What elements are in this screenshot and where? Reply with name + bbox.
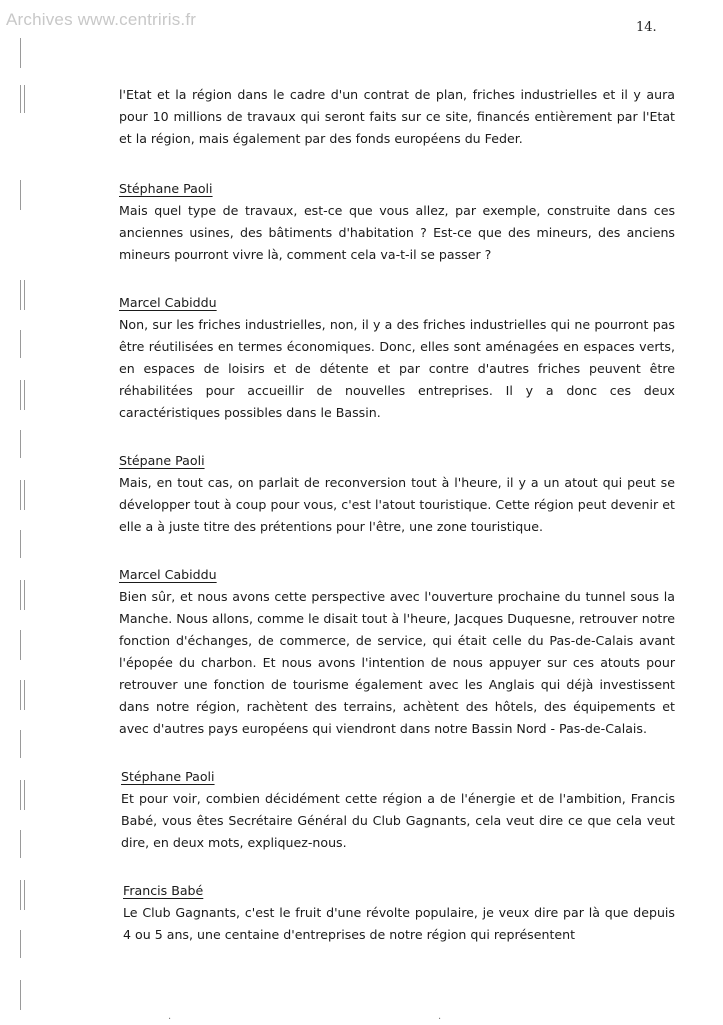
margin-mark xyxy=(24,680,25,710)
speaker-name: Stéphane Paoli xyxy=(121,769,215,784)
intro-paragraph: l'Etat et la région dans le cadre d'un contrat de plan, friches industrielles et il y aura pour 10 millions de travaux qui seront faits sur ce site, financés entièrement par l'Etat et la région, mais également par des fonds européens du Feder. xyxy=(119,87,675,146)
margin-binding-marks xyxy=(18,30,40,1024)
page-number: 14. xyxy=(636,20,657,35)
margin-mark xyxy=(20,730,21,758)
margin-mark xyxy=(24,85,25,113)
exchange-block xyxy=(119,178,675,266)
speaker-name: Stéphane Paoli xyxy=(119,181,213,196)
speaker-name: Marcel Cabiddu xyxy=(119,567,217,582)
speech-text: Mais quel type de travaux, est-ce que vous allez, par exemple, construite dans ces anciennes usines, des bâtiments d'habitation ? Est-ce que des mineurs, des anciens mineurs pourront vivre là, comment cela va-t-il se passer ? xyxy=(119,203,675,262)
margin-mark xyxy=(20,630,21,660)
margin-mark xyxy=(20,280,21,310)
margin-mark xyxy=(24,380,25,410)
margin-mark xyxy=(20,38,21,68)
exchange-block xyxy=(119,450,675,538)
exchange-block xyxy=(119,766,675,854)
speaker-name: Stépane Paoli xyxy=(119,453,205,468)
margin-mark xyxy=(20,85,21,113)
speech-text: Le Club Gagnants, c'est le fruit d'une révolte populaire, je veux dire par là que depuis 4 ou 5 ans, une centaine d'entreprises de notre région qui représentent xyxy=(123,905,675,942)
speaker-name: Marcel Cabiddu xyxy=(119,295,217,310)
margin-mark xyxy=(20,480,21,510)
document-body xyxy=(119,84,675,972)
margin-mark xyxy=(20,930,21,958)
margin-mark xyxy=(20,580,21,610)
margin-mark xyxy=(24,880,25,910)
scan-speck: · xyxy=(438,1014,442,1025)
margin-mark xyxy=(20,330,21,358)
scan-speck: · xyxy=(168,1014,172,1025)
speech-text: Mais, en tout cas, on parlait de reconversion tout à l'heure, il y a un atout qui peut se développer tout à coup pour vous, c'est l'atout touristique. Cette région peut devenir et elle a à juste titre des prétentions pour l'être, une zone touristique. xyxy=(119,475,675,534)
watermark: Archives www.centriris.fr xyxy=(6,10,197,29)
margin-mark xyxy=(24,280,25,310)
margin-mark xyxy=(24,480,25,510)
margin-mark xyxy=(20,880,21,910)
speaker-name: Francis Babé xyxy=(123,883,204,898)
margin-mark xyxy=(20,780,21,810)
margin-mark xyxy=(24,580,25,610)
margin-mark xyxy=(20,530,21,558)
margin-mark xyxy=(20,980,21,1010)
speech-text: Et pour voir, combien décidément cette région a de l'énergie et de l'ambition, Francis Babé, vous êtes Secrétaire Général du Club Gagnants, cela veut dire ce que cela veut dire, en deux mots, expliquez-nous. xyxy=(121,791,675,850)
exchange-block xyxy=(119,880,675,946)
exchange-block xyxy=(119,564,675,740)
speech-text: Bien sûr, et nous avons cette perspective avec l'ouverture prochaine du tunnel sous la Manche. Nous allons, comme le disait tout à l'heure, Jacques Duquesne, retrouver notre fonction d'échanges, de commerce, de service, qui était celle du Pas-de-Calais avant l'épopée du charbon. Et nous avons l'intention de nous appuyer sur ces atouts pour retrouver une fonction de tourisme également avec les Anglais qui déjà investissent dans notre région, rachètent des terrains, achètent des hôtels, des équipements et avec d'autres pays européens qui viendront dans notre Bassin Nord - Pas-de-Calais. xyxy=(119,589,675,736)
margin-mark xyxy=(20,430,21,458)
margin-mark xyxy=(20,680,21,710)
margin-mark xyxy=(20,830,21,858)
margin-mark xyxy=(24,780,25,810)
speech-text: Non, sur les friches industrielles, non, il y a des friches industrielles qui ne pourront pas être réutilisées en termes économiques. Donc, elles sont aménagées en espaces verts, en espaces de loisirs et de détente et par contre d'autres friches peuvent être réhabilitées pour accueillir de nouvelles entreprises. Il y a donc ces deux caractéristiques possibles dans le Bassin. xyxy=(119,317,675,420)
exchange-block xyxy=(119,292,675,424)
margin-mark xyxy=(20,180,21,210)
margin-mark xyxy=(20,380,21,410)
